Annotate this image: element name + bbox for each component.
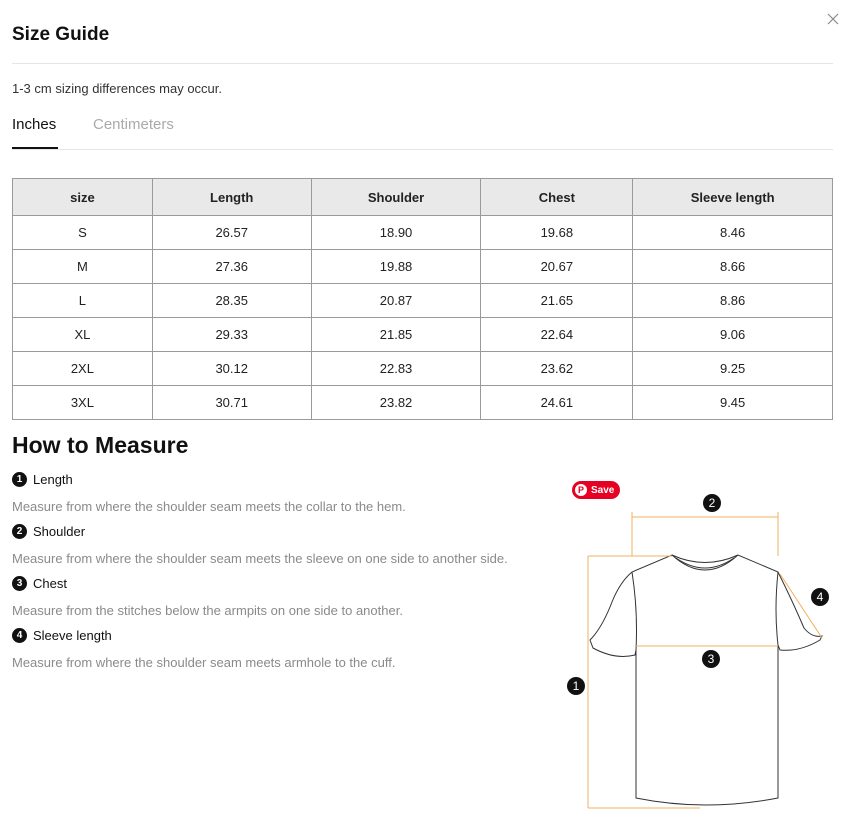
table-row: [13, 318, 833, 352]
pinterest-icon: P: [575, 484, 587, 496]
measure-desc: Measure from where the shoulder seam meets armhole to the cuff.: [12, 655, 396, 670]
table-cell: 26.57: [152, 216, 311, 250]
table-cell: 8.46: [633, 216, 833, 250]
table-cell: 8.66: [633, 250, 833, 284]
measure-label: Length: [33, 472, 73, 487]
marker-label: 3: [707, 652, 715, 666]
table-cell: 19.88: [311, 250, 481, 284]
table-cell: 22.83: [311, 352, 481, 386]
close-icon[interactable]: [824, 10, 842, 28]
tab-centimeters[interactable]: Centimeters: [93, 116, 174, 133]
measure-desc: Measure from where the shoulder seam meets the collar to the hem.: [12, 499, 406, 514]
table-cell: 2XL: [13, 352, 153, 386]
number-4-icon: 4: [12, 628, 27, 643]
table-cell: XL: [13, 318, 153, 352]
measure-item-length: [12, 472, 73, 487]
tabs-divider: [12, 149, 833, 150]
table-cell: 21.65: [481, 284, 633, 318]
measure-label: Sleeve length: [33, 628, 112, 643]
marker-3-icon: [702, 650, 720, 668]
table-cell: 9.25: [633, 352, 833, 386]
header-chest: Chest: [481, 179, 633, 216]
table-cell: 30.71: [152, 386, 311, 420]
measure-desc: Measure from where the shoulder seam meets the sleeve on one side to another side.: [12, 551, 508, 566]
how-to-measure-heading: How to Measure: [12, 432, 189, 458]
header-size: size: [13, 179, 153, 216]
tab-inches[interactable]: Inches: [12, 116, 57, 133]
marker-label: 1: [572, 679, 580, 693]
measure-label: Shoulder: [33, 524, 86, 539]
table-cell: L: [13, 284, 153, 318]
table-cell: 27.36: [152, 250, 311, 284]
table-row: [13, 216, 833, 250]
table-cell: M: [13, 250, 153, 284]
header-sleeve-length: Sleeve length: [633, 179, 833, 216]
table-row: [13, 386, 833, 420]
table-cell: 30.12: [152, 352, 311, 386]
dialog-title: Size Guide: [12, 24, 110, 45]
table-cell: 24.61: [481, 386, 633, 420]
table-cell: 23.62: [481, 352, 633, 386]
table-cell: 20.87: [311, 284, 481, 318]
marker-4-icon: [811, 588, 829, 606]
table-cell: 18.90: [311, 216, 481, 250]
measure-item-shoulder: [12, 524, 85, 539]
measure-item-sleeve-length: [12, 628, 112, 643]
marker-1-icon: [567, 677, 585, 695]
table-row: [13, 250, 833, 284]
save-label: Save: [591, 484, 615, 496]
header-shoulder: Shoulder: [311, 179, 481, 216]
table-row: [13, 284, 833, 318]
number-1-icon: 1: [12, 472, 27, 487]
table-cell: S: [13, 216, 153, 250]
sizing-note: 1-3 cm sizing differences may occur.: [12, 81, 223, 96]
table-cell: 21.85: [311, 318, 481, 352]
table-row: [13, 352, 833, 386]
table-cell: 28.35: [152, 284, 311, 318]
marker-2-icon: [703, 494, 721, 512]
measure-desc: Measure from the stitches below the armpits on one side to another.: [12, 603, 403, 618]
table-cell: 8.86: [633, 284, 833, 318]
table-cell: 3XL: [13, 386, 153, 420]
marker-label: 2: [708, 496, 716, 510]
tshirt-outline-icon: [590, 555, 822, 805]
tshirt-diagram: [560, 490, 847, 830]
table-header-row: [13, 179, 833, 216]
measure-item-chest: [12, 576, 67, 591]
table-cell: 29.33: [152, 318, 311, 352]
marker-label: 4: [816, 590, 824, 604]
size-table: [12, 178, 833, 420]
measure-label: Chest: [33, 576, 67, 591]
table-cell: 23.82: [311, 386, 481, 420]
table-cell: 9.06: [633, 318, 833, 352]
header-length: Length: [152, 179, 311, 216]
table-cell: 9.45: [633, 386, 833, 420]
divider: [12, 63, 833, 64]
table-cell: 20.67: [481, 250, 633, 284]
number-2-icon: 2: [12, 524, 27, 539]
table-cell: 19.68: [481, 216, 633, 250]
number-3-icon: 3: [12, 576, 27, 591]
table-cell: 22.64: [481, 318, 633, 352]
